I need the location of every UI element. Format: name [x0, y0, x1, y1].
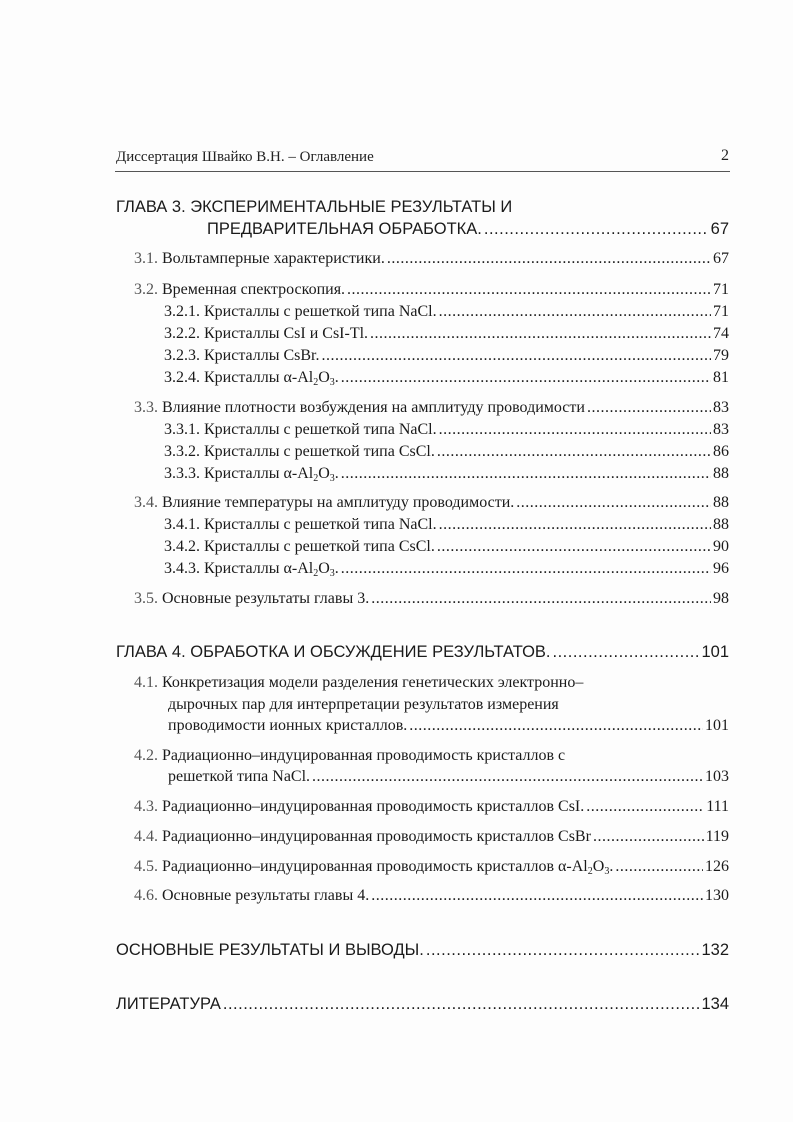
entry-page: 98: [713, 590, 729, 607]
entry-page: 101: [701, 643, 729, 661]
entry-number: 4.5.: [134, 858, 158, 875]
toc-entry-3-4-2[interactable]: [164, 538, 729, 556]
toc-entry-3-5[interactable]: [134, 590, 729, 608]
toc-entry-4-1-line2: дырочных пар для интерпретации результатов измерения: [168, 696, 559, 713]
entry-title: ГЛАВА 4. ОБРАБОТКА И ОБСУЖДЕНИЕ РЕЗУЛЬТАТОВ.: [116, 643, 551, 661]
toc-entry-4-4[interactable]: [134, 828, 729, 846]
entry-number: 4.6.: [134, 887, 158, 904]
entry-page: 103: [705, 768, 729, 785]
toc-entry-4-1-line1: [134, 674, 583, 692]
entry-number: 4.2.: [134, 747, 158, 764]
header-title: Диссертация Швайко В.Н. – Оглавление: [116, 149, 374, 165]
entry-title: 3.2.2. Кристаллы CsI и CsI-Tl.: [164, 325, 369, 342]
entry-title: Временная спектроскопия.: [162, 281, 346, 298]
dot-leader: [370, 325, 711, 343]
dot-leader: [439, 303, 711, 321]
entry-number: 3.4.: [134, 494, 158, 511]
entry-page: 88: [713, 494, 729, 511]
toc-entry-conclusions[interactable]: [116, 941, 729, 960]
entry-number: 4.4.: [134, 828, 158, 845]
entry-title: Радиационно–индуцированная проводимость кристаллов CsI.: [162, 798, 585, 815]
entry-number: 3.2.: [134, 281, 158, 298]
toc-entry-3-3-2[interactable]: [164, 443, 729, 461]
entry-page: 79: [713, 347, 729, 364]
entry-title: Основные результаты главы 3.: [162, 590, 370, 607]
toc-entry-3-3-1[interactable]: [164, 421, 729, 439]
dot-leader: [553, 643, 700, 662]
dot-leader: [516, 494, 711, 512]
dot-leader: [426, 941, 700, 960]
entry-title: Влияние температуры на амплитуду проводимости.: [162, 494, 515, 511]
entry-page: 119: [705, 828, 729, 845]
entry-page: 71: [713, 281, 729, 298]
entry-title-line3: проводимости ионных кристаллов.: [168, 717, 408, 734]
entry-title: ПРЕДВАРИТЕЛЬНАЯ ОБРАБОТКА.: [207, 220, 482, 238]
dot-leader: [593, 828, 704, 846]
dot-leader: [223, 995, 700, 1014]
entry-page: 111: [706, 798, 729, 815]
entry-title: 3.3.3. Кристаллы $\alpha-Al_2O_3$.: [164, 465, 339, 484]
toc-entry-3-2-4[interactable]: [164, 369, 729, 387]
toc-entry-3-4[interactable]: [134, 494, 729, 512]
dot-leader: [439, 421, 711, 439]
entry-title: 3.3.1. Кристаллы с решеткой типа NaCl.: [164, 421, 437, 438]
toc-entry-chapter-4[interactable]: [116, 643, 729, 662]
entry-page: 101: [705, 717, 729, 734]
dot-leader: [312, 768, 703, 786]
entry-title: ЛИТЕРАТУРА: [116, 995, 221, 1013]
dot-leader: [437, 538, 711, 556]
toc-entry-3-1[interactable]: [134, 250, 729, 268]
entry-number: 4.3.: [134, 798, 158, 815]
page-number: 2: [721, 147, 729, 164]
dot-leader: [341, 560, 711, 578]
entry-number: 3.3.: [134, 399, 158, 416]
entry-page: 126: [705, 858, 729, 875]
dot-leader: [484, 220, 709, 239]
toc-entry-3-3-3[interactable]: [164, 465, 729, 483]
header-rule: [115, 171, 730, 172]
entry-title: 3.2.1. Кристаллы с решеткой типа NaCl.: [164, 303, 437, 320]
entry-page: 90: [713, 538, 729, 555]
toc-entry-3-2-3[interactable]: [164, 347, 729, 365]
entry-page: 81: [713, 369, 729, 386]
entry-title: 3.2.3. Кристаллы CsBr.: [164, 347, 320, 364]
entry-number: 4.1.: [134, 674, 158, 691]
entry-title: 3.4.1. Кристаллы с решеткой типа NaCl.: [164, 516, 437, 533]
toc-entry-3-2[interactable]: [134, 281, 729, 299]
dot-leader: [371, 887, 703, 905]
dot-leader: [371, 590, 711, 608]
entry-page: 88: [713, 465, 729, 482]
toc-entry-4-1[interactable]: [168, 717, 729, 735]
entry-title: Основные результаты главы 4.: [162, 887, 370, 904]
entry-page: 96: [713, 560, 729, 577]
toc-entry-4-2[interactable]: [168, 768, 729, 786]
dot-leader: [387, 250, 711, 268]
toc-entry-3-3[interactable]: [134, 399, 729, 417]
entry-number: 3.1.: [134, 250, 158, 267]
entry-page: 83: [713, 399, 729, 416]
dot-leader: [437, 443, 711, 461]
entry-title: Влияние плотности возбуждения на амплитуду проводимости: [162, 399, 585, 416]
entry-page: 67: [710, 220, 729, 238]
toc-entry-4-3[interactable]: [134, 798, 729, 816]
dot-leader: [322, 347, 712, 365]
entry-title: 3.4.3. Кристаллы $\alpha-Al_2O_3$.: [164, 560, 339, 579]
entry-page: 71: [713, 303, 729, 320]
dot-leader: [615, 858, 703, 876]
entry-title-line2: решеткой типа NaCl.: [168, 768, 311, 785]
entry-page: 134: [701, 995, 729, 1013]
entry-page: 88: [713, 516, 729, 533]
toc-entry-4-5[interactable]: [134, 858, 729, 876]
chapter-3-heading-line1: ГЛАВА 3. ЭКСПЕРИМЕНТАЛЬНЫЕ РЕЗУЛЬТАТЫ И: [116, 198, 513, 216]
toc-entry-chapter-3[interactable]: [207, 220, 729, 239]
entry-title-line1: Конкретизация модели разделения генетических электронно–: [162, 674, 584, 691]
entry-page: 74: [713, 325, 729, 342]
entry-number: 3.5.: [134, 590, 158, 607]
running-header: [116, 147, 729, 169]
entry-page: 132: [701, 941, 729, 959]
entry-page: 67: [713, 250, 729, 267]
entry-page: 86: [713, 443, 729, 460]
toc-entry-4-2-line1: [134, 747, 565, 765]
entry-page: 83: [713, 421, 729, 438]
entry-page: 130: [705, 887, 729, 904]
entry-title: ОСНОВНЫЕ РЕЗУЛЬТАТЫ И ВЫВОДЫ.: [116, 941, 424, 959]
entry-title: Радиационно–индуцированная проводимость кристаллов CsBr: [162, 828, 591, 845]
toc-entry-literature[interactable]: [116, 995, 729, 1014]
entry-title: 3.2.4. Кристаллы $\alpha-Al_2O_3$.: [164, 369, 339, 388]
entry-title: 3.4.2. Кристаллы с решеткой типа CsCl.: [164, 538, 435, 555]
toc-entry-3-4-3[interactable]: [164, 560, 729, 578]
entry-title: Вольтамперные характеристики.: [162, 250, 385, 267]
entry-title: Радиационно–индуцированная проводимость кристаллов $\alpha-Al_2O_3$.: [162, 858, 614, 877]
dot-leader: [341, 465, 711, 483]
entry-title-line1: Радиационно–индуцированная проводимость кристаллов с: [162, 747, 566, 764]
toc-entry-3-2-2[interactable]: [164, 325, 729, 343]
dot-leader: [347, 281, 711, 299]
dot-leader: [439, 516, 711, 534]
toc-entry-3-2-1[interactable]: [164, 303, 729, 321]
dot-leader: [409, 717, 703, 735]
toc-entry-3-4-1[interactable]: [164, 516, 729, 534]
toc-entry-4-6[interactable]: [134, 887, 729, 905]
dot-leader: [341, 369, 711, 387]
dot-leader: [586, 798, 704, 816]
entry-title: 3.3.2. Кристаллы с решеткой типа CsCl.: [164, 443, 435, 460]
dot-leader: [587, 399, 711, 417]
